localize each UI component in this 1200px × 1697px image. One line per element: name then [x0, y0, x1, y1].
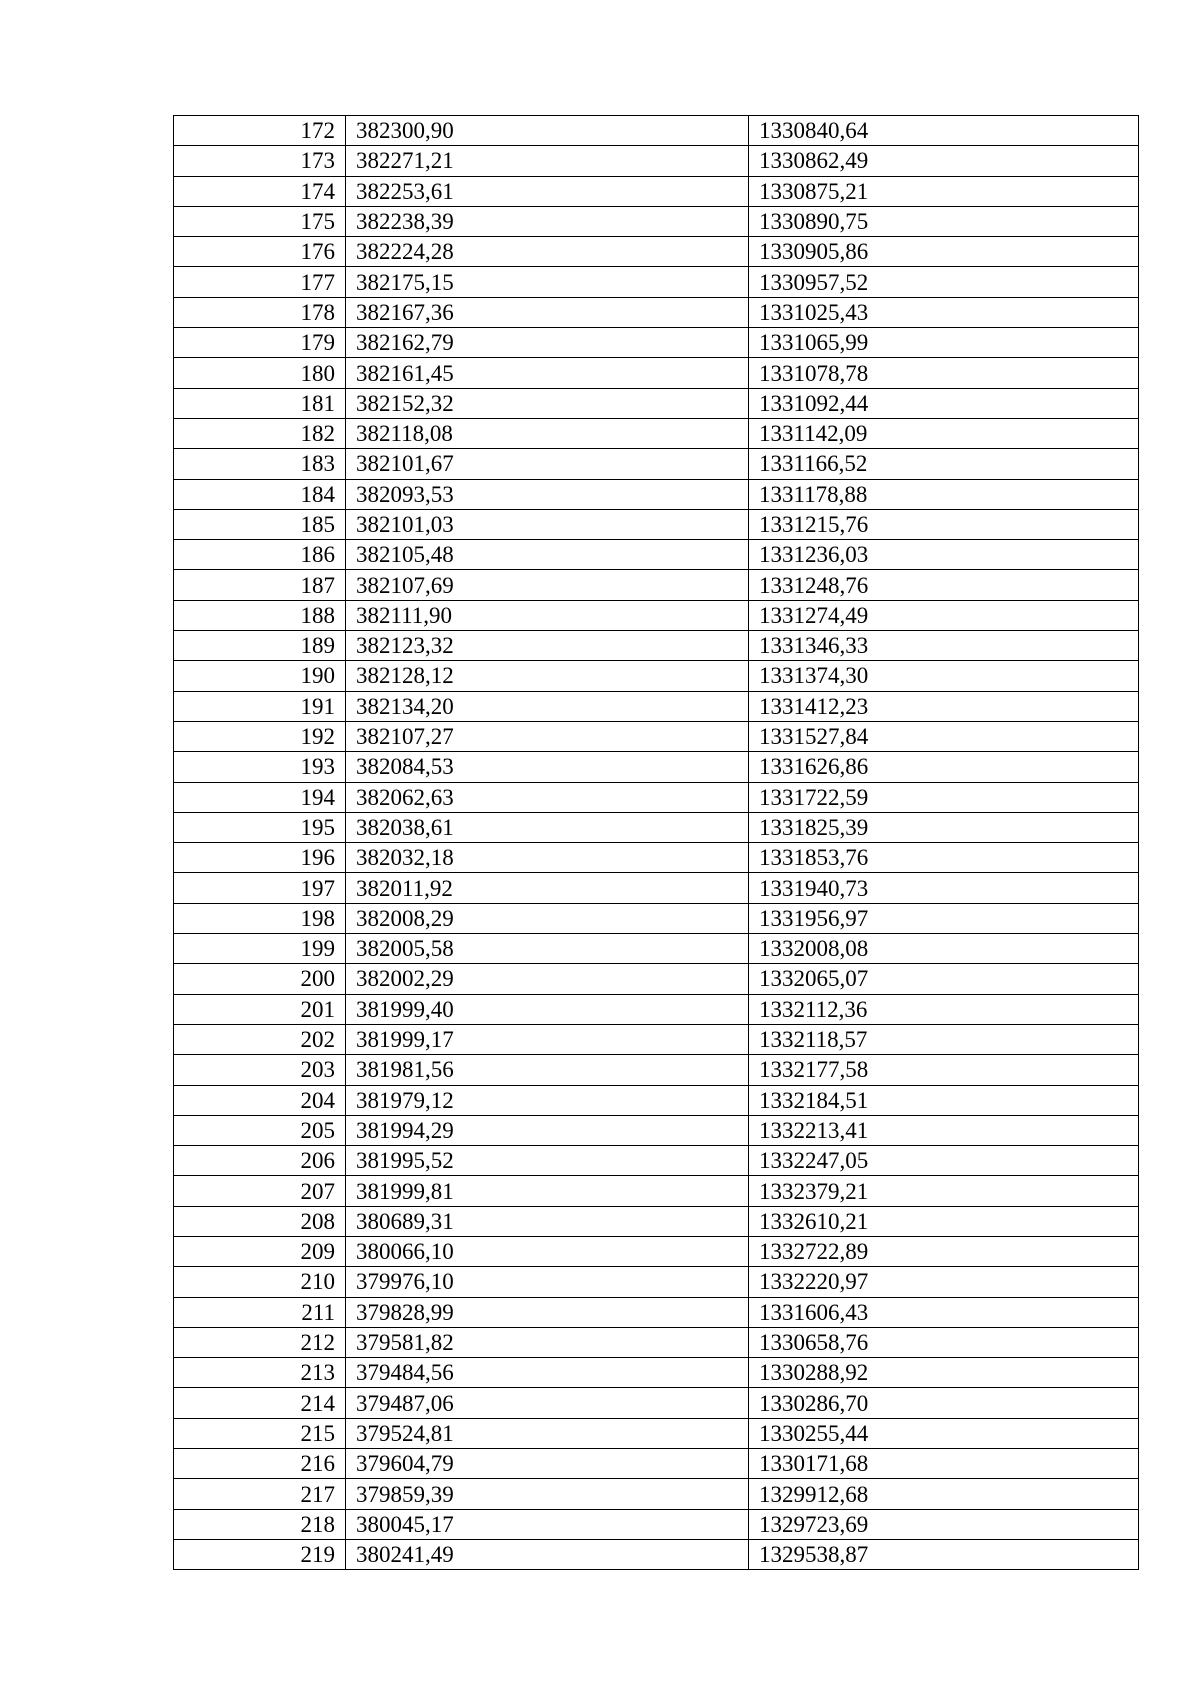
- x-coordinate-cell: 379524,81: [346, 1418, 749, 1448]
- y-coordinate-cell: 1331092,44: [749, 388, 1139, 418]
- point-number-cell: 174: [174, 176, 346, 206]
- x-coordinate-cell: 382238,39: [346, 206, 749, 236]
- point-number-cell: 176: [174, 237, 346, 267]
- x-coordinate-cell: 381979,12: [346, 1085, 749, 1115]
- table-row: [174, 540, 1139, 570]
- y-coordinate-cell: 1331527,84: [749, 721, 1139, 751]
- point-number-cell: 184: [174, 479, 346, 509]
- x-coordinate-cell: 382107,69: [346, 570, 749, 600]
- y-coordinate-cell: 1331940,73: [749, 873, 1139, 903]
- table-row: [174, 1297, 1139, 1327]
- y-coordinate-cell: 1330840,64: [749, 116, 1139, 146]
- point-number-cell: 207: [174, 1176, 346, 1206]
- table-row: [174, 509, 1139, 539]
- point-number-cell: 209: [174, 1236, 346, 1266]
- y-coordinate-cell: 1330286,70: [749, 1388, 1139, 1418]
- table-row: [174, 752, 1139, 782]
- y-coordinate-cell: 1331825,39: [749, 812, 1139, 842]
- y-coordinate-cell: 1330171,68: [749, 1449, 1139, 1479]
- y-coordinate-cell: 1331236,03: [749, 540, 1139, 570]
- table-row: [174, 328, 1139, 358]
- point-number-cell: 210: [174, 1267, 346, 1297]
- point-number-cell: 179: [174, 328, 346, 358]
- x-coordinate-cell: 382134,20: [346, 691, 749, 721]
- point-number-cell: 214: [174, 1388, 346, 1418]
- x-coordinate-cell: 382167,36: [346, 297, 749, 327]
- point-number-cell: 178: [174, 297, 346, 327]
- y-coordinate-cell: 1330875,21: [749, 176, 1139, 206]
- x-coordinate-cell: 382128,12: [346, 661, 749, 691]
- y-coordinate-cell: 1331412,23: [749, 691, 1139, 721]
- x-coordinate-cell: 382300,90: [346, 116, 749, 146]
- y-coordinate-cell: 1330957,52: [749, 267, 1139, 297]
- y-coordinate-cell: 1332220,97: [749, 1267, 1139, 1297]
- point-number-cell: 201: [174, 994, 346, 1024]
- y-coordinate-cell: 1330288,92: [749, 1358, 1139, 1388]
- table-row: [174, 1388, 1139, 1418]
- y-coordinate-cell: 1329723,69: [749, 1509, 1139, 1539]
- y-coordinate-cell: 1331025,43: [749, 297, 1139, 327]
- table-row: [174, 570, 1139, 600]
- table-row: [174, 146, 1139, 176]
- x-coordinate-cell: 380241,49: [346, 1539, 749, 1569]
- table-row: [174, 297, 1139, 327]
- table-row: [174, 116, 1139, 146]
- table-row: [174, 449, 1139, 479]
- point-number-cell: 186: [174, 540, 346, 570]
- x-coordinate-cell: 381999,40: [346, 994, 749, 1024]
- x-coordinate-cell: 382105,48: [346, 540, 749, 570]
- x-coordinate-cell: 381981,56: [346, 1055, 749, 1085]
- table-row: [174, 237, 1139, 267]
- point-number-cell: 177: [174, 267, 346, 297]
- point-number-cell: 204: [174, 1085, 346, 1115]
- y-coordinate-cell: 1332177,58: [749, 1055, 1139, 1085]
- point-number-cell: 181: [174, 388, 346, 418]
- table-row: [174, 1055, 1139, 1085]
- table-row: [174, 1176, 1139, 1206]
- x-coordinate-cell: 379828,99: [346, 1297, 749, 1327]
- coordinates-table: [173, 115, 1139, 1570]
- y-coordinate-cell: 1330905,86: [749, 237, 1139, 267]
- x-coordinate-cell: 382084,53: [346, 752, 749, 782]
- table-row: [174, 479, 1139, 509]
- y-coordinate-cell: 1331722,59: [749, 782, 1139, 812]
- table-row: [174, 843, 1139, 873]
- x-coordinate-cell: 382118,08: [346, 418, 749, 448]
- table-row: [174, 1509, 1139, 1539]
- point-number-cell: 196: [174, 843, 346, 873]
- table-row: [174, 1206, 1139, 1236]
- table-row: [174, 358, 1139, 388]
- x-coordinate-cell: 379487,06: [346, 1388, 749, 1418]
- table-row: [174, 1479, 1139, 1509]
- y-coordinate-cell: 1331374,30: [749, 661, 1139, 691]
- y-coordinate-cell: 1330658,76: [749, 1327, 1139, 1357]
- table-row: [174, 1327, 1139, 1357]
- x-coordinate-cell: 382005,58: [346, 934, 749, 964]
- y-coordinate-cell: 1332065,07: [749, 964, 1139, 994]
- table-row: [174, 1146, 1139, 1176]
- y-coordinate-cell: 1331346,33: [749, 631, 1139, 661]
- x-coordinate-cell: 381994,29: [346, 1115, 749, 1145]
- x-coordinate-cell: 382038,61: [346, 812, 749, 842]
- x-coordinate-cell: 379604,79: [346, 1449, 749, 1479]
- y-coordinate-cell: 1331065,99: [749, 328, 1139, 358]
- y-coordinate-cell: 1331166,52: [749, 449, 1139, 479]
- y-coordinate-cell: 1332118,57: [749, 1024, 1139, 1054]
- table-row: [174, 1236, 1139, 1266]
- point-number-cell: 175: [174, 206, 346, 236]
- x-coordinate-cell: 380689,31: [346, 1206, 749, 1236]
- point-number-cell: 188: [174, 600, 346, 630]
- point-number-cell: 202: [174, 1024, 346, 1054]
- point-number-cell: 208: [174, 1206, 346, 1236]
- point-number-cell: 180: [174, 358, 346, 388]
- point-number-cell: 216: [174, 1449, 346, 1479]
- x-coordinate-cell: 379976,10: [346, 1267, 749, 1297]
- table-row: [174, 176, 1139, 206]
- point-number-cell: 217: [174, 1479, 346, 1509]
- y-coordinate-cell: 1332213,41: [749, 1115, 1139, 1145]
- table-row: [174, 1449, 1139, 1479]
- point-number-cell: 205: [174, 1115, 346, 1145]
- y-coordinate-cell: 1330890,75: [749, 206, 1139, 236]
- x-coordinate-cell: 382101,03: [346, 509, 749, 539]
- table-row: [174, 418, 1139, 448]
- y-coordinate-cell: 1329912,68: [749, 1479, 1139, 1509]
- table-row: [174, 873, 1139, 903]
- y-coordinate-cell: 1331178,88: [749, 479, 1139, 509]
- y-coordinate-cell: 1331956,97: [749, 903, 1139, 933]
- x-coordinate-cell: 379859,39: [346, 1479, 749, 1509]
- y-coordinate-cell: 1331248,76: [749, 570, 1139, 600]
- x-coordinate-cell: 382175,15: [346, 267, 749, 297]
- point-number-cell: 189: [174, 631, 346, 661]
- x-coordinate-cell: 382062,63: [346, 782, 749, 812]
- x-coordinate-cell: 380066,10: [346, 1236, 749, 1266]
- table-row: [174, 600, 1139, 630]
- table-row: [174, 994, 1139, 1024]
- table-row: [174, 1539, 1139, 1569]
- x-coordinate-cell: 382271,21: [346, 146, 749, 176]
- y-coordinate-cell: 1332610,21: [749, 1206, 1139, 1236]
- point-number-cell: 198: [174, 903, 346, 933]
- y-coordinate-cell: 1331078,78: [749, 358, 1139, 388]
- x-coordinate-cell: 382008,29: [346, 903, 749, 933]
- table-row: [174, 691, 1139, 721]
- y-coordinate-cell: 1331853,76: [749, 843, 1139, 873]
- point-number-cell: 172: [174, 116, 346, 146]
- point-number-cell: 173: [174, 146, 346, 176]
- y-coordinate-cell: 1332379,21: [749, 1176, 1139, 1206]
- point-number-cell: 187: [174, 570, 346, 600]
- point-number-cell: 194: [174, 782, 346, 812]
- point-number-cell: 185: [174, 509, 346, 539]
- point-number-cell: 191: [174, 691, 346, 721]
- table-row: [174, 964, 1139, 994]
- table-row: [174, 1085, 1139, 1115]
- x-coordinate-cell: 382152,32: [346, 388, 749, 418]
- x-coordinate-cell: 382111,90: [346, 600, 749, 630]
- point-number-cell: 193: [174, 752, 346, 782]
- point-number-cell: 190: [174, 661, 346, 691]
- point-number-cell: 200: [174, 964, 346, 994]
- table-row: [174, 1358, 1139, 1388]
- point-number-cell: 183: [174, 449, 346, 479]
- table-row: [174, 903, 1139, 933]
- point-number-cell: 192: [174, 721, 346, 751]
- x-coordinate-cell: 382224,28: [346, 237, 749, 267]
- y-coordinate-cell: 1330862,49: [749, 146, 1139, 176]
- x-coordinate-cell: 380045,17: [346, 1509, 749, 1539]
- table-row: [174, 1115, 1139, 1145]
- point-number-cell: 215: [174, 1418, 346, 1448]
- y-coordinate-cell: 1329538,87: [749, 1539, 1139, 1569]
- point-number-cell: 218: [174, 1509, 346, 1539]
- y-coordinate-cell: 1331626,86: [749, 752, 1139, 782]
- y-coordinate-cell: 1332184,51: [749, 1085, 1139, 1115]
- table-row: [174, 631, 1139, 661]
- table-row: [174, 1267, 1139, 1297]
- point-number-cell: 199: [174, 934, 346, 964]
- x-coordinate-cell: 382253,61: [346, 176, 749, 206]
- point-number-cell: 182: [174, 418, 346, 448]
- y-coordinate-cell: 1331142,09: [749, 418, 1139, 448]
- x-coordinate-cell: 381999,17: [346, 1024, 749, 1054]
- y-coordinate-cell: 1331274,49: [749, 600, 1139, 630]
- table-row: [174, 782, 1139, 812]
- y-coordinate-cell: 1330255,44: [749, 1418, 1139, 1448]
- y-coordinate-cell: 1332247,05: [749, 1146, 1139, 1176]
- table-row: [174, 388, 1139, 418]
- x-coordinate-cell: 381995,52: [346, 1146, 749, 1176]
- table-row: [174, 721, 1139, 751]
- point-number-cell: 197: [174, 873, 346, 903]
- y-coordinate-cell: 1331606,43: [749, 1297, 1139, 1327]
- y-coordinate-cell: 1332722,89: [749, 1236, 1139, 1266]
- x-coordinate-cell: 382011,92: [346, 873, 749, 903]
- table-row: [174, 206, 1139, 236]
- table-row: [174, 934, 1139, 964]
- x-coordinate-cell: 379581,82: [346, 1327, 749, 1357]
- coordinates-table-body: [174, 116, 1139, 1570]
- x-coordinate-cell: 382161,45: [346, 358, 749, 388]
- table-row: [174, 812, 1139, 842]
- table-row: [174, 1418, 1139, 1448]
- x-coordinate-cell: 382162,79: [346, 328, 749, 358]
- x-coordinate-cell: 381999,81: [346, 1176, 749, 1206]
- point-number-cell: 212: [174, 1327, 346, 1357]
- x-coordinate-cell: 382101,67: [346, 449, 749, 479]
- point-number-cell: 203: [174, 1055, 346, 1085]
- y-coordinate-cell: 1332008,08: [749, 934, 1139, 964]
- point-number-cell: 206: [174, 1146, 346, 1176]
- table-row: [174, 267, 1139, 297]
- table-row: [174, 661, 1139, 691]
- table-row: [174, 1024, 1139, 1054]
- x-coordinate-cell: 382032,18: [346, 843, 749, 873]
- x-coordinate-cell: 379484,56: [346, 1358, 749, 1388]
- point-number-cell: 219: [174, 1539, 346, 1569]
- point-number-cell: 211: [174, 1297, 346, 1327]
- x-coordinate-cell: 382002,29: [346, 964, 749, 994]
- point-number-cell: 195: [174, 812, 346, 842]
- x-coordinate-cell: 382093,53: [346, 479, 749, 509]
- y-coordinate-cell: 1331215,76: [749, 509, 1139, 539]
- x-coordinate-cell: 382123,32: [346, 631, 749, 661]
- point-number-cell: 213: [174, 1358, 346, 1388]
- x-coordinate-cell: 382107,27: [346, 721, 749, 751]
- y-coordinate-cell: 1332112,36: [749, 994, 1139, 1024]
